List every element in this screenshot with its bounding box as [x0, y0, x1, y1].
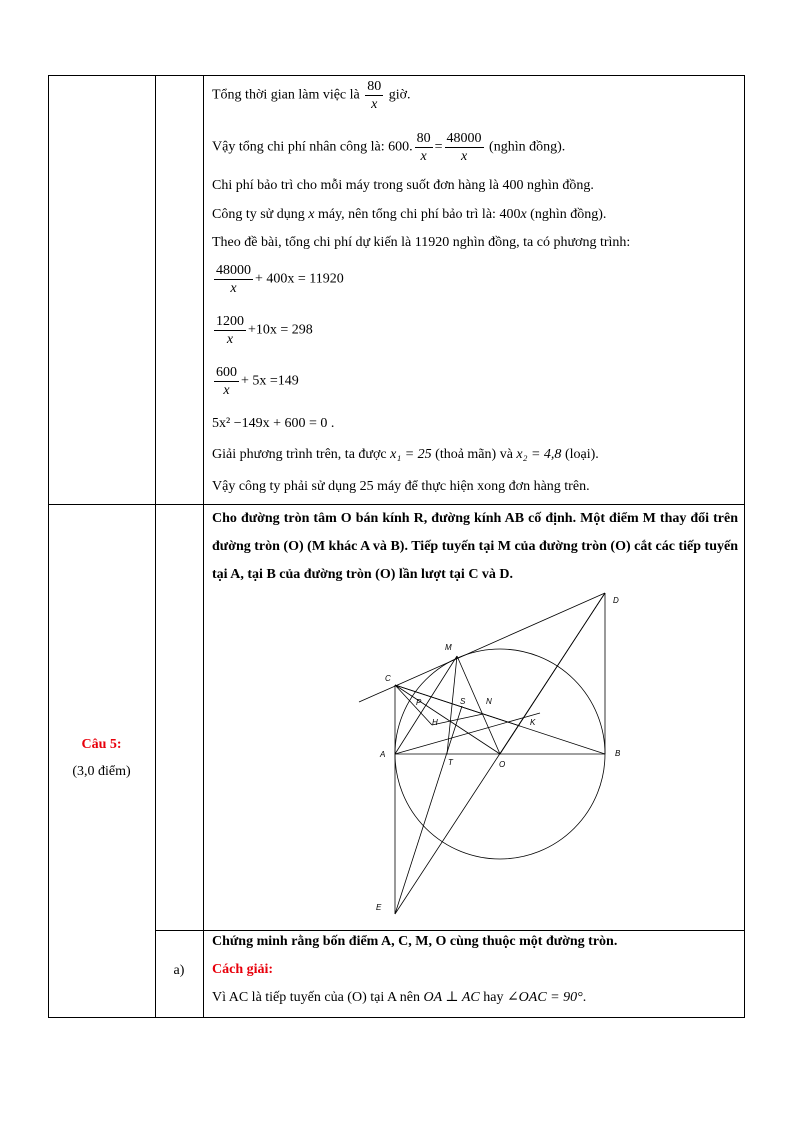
question-statement: Cho đường tròn tâm O bán kính R, đường kính AB cố định. Một điểm M thay đổi trên đường tròn (O) (M khác A và B). Tiếp tuyến tại M của đường tròn (O) cắt các tiếp tuyến tại A, tại B của đường tròn (O) lần lượt tại C và D.: [212, 511, 738, 582]
table-border-top: [48, 75, 745, 76]
labor-cost-line: Vậy tổng chi phí nhân công là: 600. $\frac{80}{x}$ = $\frac{48000}{x}$ (nghìn đồng).: [212, 131, 566, 164]
label-m: M: [445, 643, 452, 652]
total-time-line: Tổng thời gian làm việc là $\frac{80}{x}$ giờ.: [212, 79, 411, 112]
label-t: T: [448, 758, 453, 767]
label-s: S: [460, 697, 466, 706]
conclusion-line: Vậy công ty phải sử dụng 25 máy để thực hiện xong đơn hàng trên.: [212, 479, 590, 494]
table-border-bottom: [48, 1017, 745, 1018]
question-label: Câu 5:: [81, 737, 122, 752]
label-o: O: [499, 760, 506, 769]
question-points: (3,0 điểm): [72, 764, 131, 779]
label-c: C: [385, 674, 391, 683]
table-subrow-divider: [155, 930, 745, 931]
label-k: K: [530, 718, 536, 727]
table-col-divider-1: [155, 75, 156, 1018]
table-border-left: [48, 75, 49, 1018]
equation-4: 5x² −149x + 600 = 0 .: [212, 416, 335, 431]
proof-line: Vì AC là tiếp tuyến của (O) tại A nên OA ⊥ AC hay ∠OAC = 90°.: [212, 990, 587, 1005]
method-heading: Cách giải:: [212, 962, 274, 977]
total-maintenance-line: Công ty sử dụng x máy, nên tổng chi phí bảo trì là: 400x (nghìn đồng).: [212, 207, 607, 222]
label-d: D: [613, 596, 619, 605]
part-a-title: Chứng minh rằng bốn điểm A, C, M, O cùng thuộc một đường tròn.: [212, 934, 618, 949]
solution-line: Giải phương trình trên, ta được x₁ = 25 (thoả mãn) và x₂ = 4,8 (loại).: [212, 447, 599, 462]
part-a-label: a): [173, 963, 185, 978]
equation-2: $\frac{1200}{x}$ +10x = 298: [216, 314, 313, 347]
label-p: P: [416, 698, 422, 707]
label-b: B: [615, 749, 621, 758]
equation-1: $\frac{48000}{x}$ + 400x = 11920: [216, 263, 344, 296]
label-a: A: [380, 750, 386, 759]
maintenance-cost-line: Chi phí bảo trì cho mỗi máy trong suốt đơn hàng là 400 nghìn đồng.: [212, 178, 594, 193]
label-h: H: [432, 718, 438, 727]
table-border-right: [744, 75, 745, 1018]
table-col-divider-2: [203, 75, 204, 1018]
equation-intro-line: Theo đề bài, tổng chi phí dự kiến là 11920 nghìn đồng, ta có phương trình:: [212, 235, 631, 250]
geometry-figure: [355, 585, 645, 925]
label-n: N: [486, 697, 492, 706]
label-e: E: [376, 903, 382, 912]
equation-3: $\frac{600}{x}$ + 5x =149: [216, 365, 299, 398]
